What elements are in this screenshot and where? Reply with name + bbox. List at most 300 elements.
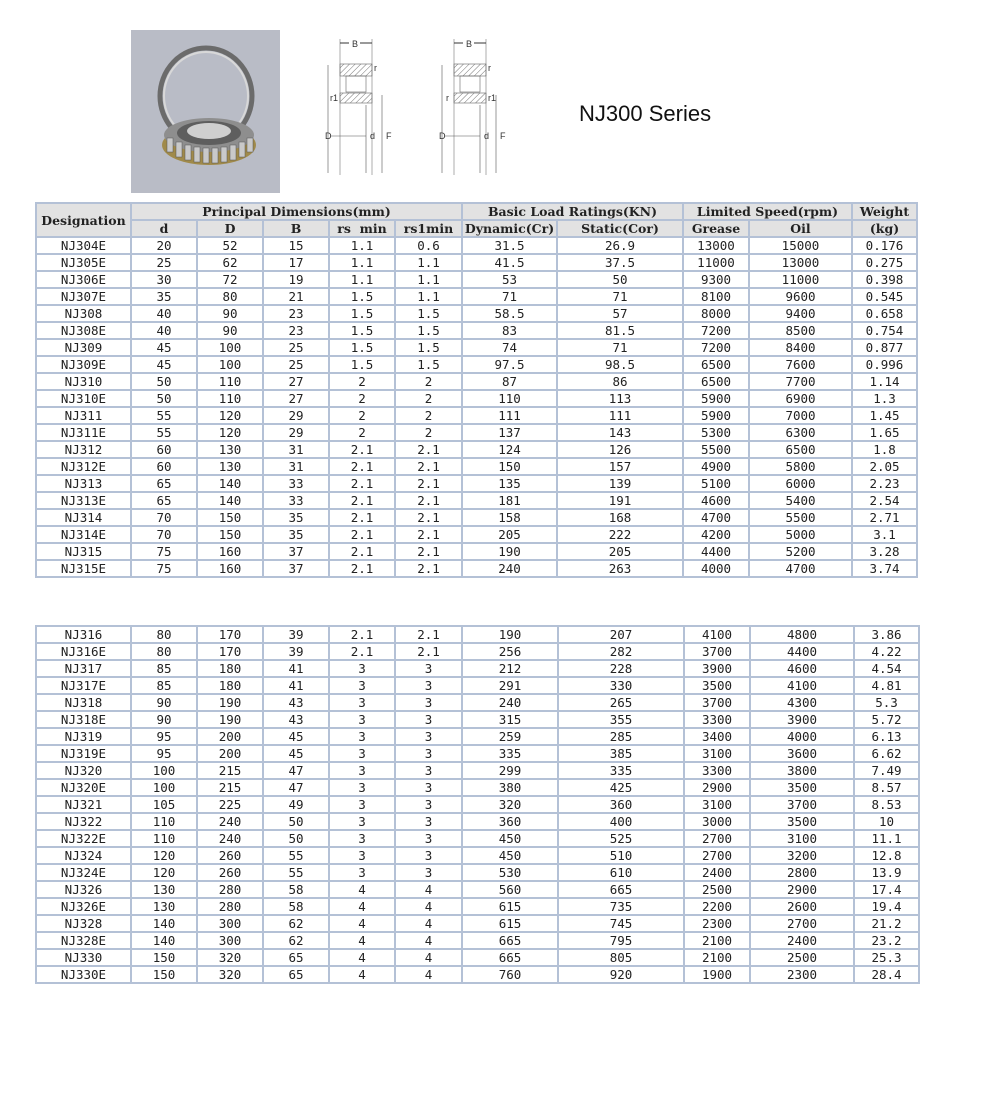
cell-B: 62 [263,915,329,932]
cell-static-cor: 168 [557,509,683,526]
cell-D: 140 [197,475,263,492]
cell-oil-speed: 3500 [750,813,854,830]
cell-B: 29 [263,407,329,424]
cell-grease-speed: 2500 [684,881,750,898]
cell-dynamic-cr: 450 [462,830,558,847]
cell-d: 20 [131,237,197,254]
table-row [36,677,919,694]
cell-rs1-min: 2 [395,390,462,407]
cell-weight: 0.398 [852,271,917,288]
cell-D: 140 [197,492,263,509]
bearing-cross-section-diagram-1 [316,35,396,175]
cell-oil-speed: 4300 [750,694,854,711]
cell-B: 37 [263,560,329,577]
svg-text:d: d [370,131,376,141]
cell-weight: 6.62 [854,745,919,762]
cell-grease-speed: 3900 [684,660,750,677]
table-body-upper [36,237,917,577]
cell-B: 41 [263,677,329,694]
cell-rs-min: 4 [329,915,395,932]
cell-weight: 3.86 [854,626,919,643]
cell-D: 62 [197,254,263,271]
cell-oil-speed: 13000 [749,254,852,271]
cell-designation: NJ322 [36,813,131,830]
cell-rs-min: 3 [329,694,395,711]
cell-static-cor: 98.5 [557,356,683,373]
cell-grease-speed: 3400 [684,728,750,745]
cell-rs-min: 1.5 [329,322,395,339]
cell-weight: 1.8 [852,441,917,458]
cell-B: 41 [263,660,329,677]
cell-grease-speed: 3100 [684,796,750,813]
cell-D: 215 [197,779,263,796]
cell-weight: 25.3 [854,949,919,966]
cell-oil-speed: 6500 [749,441,852,458]
cell-oil-speed: 5400 [749,492,852,509]
cell-rs1-min: 1.5 [395,356,462,373]
cell-static-cor: 126 [557,441,683,458]
cell-weight: 0.176 [852,237,917,254]
cell-dynamic-cr: 291 [462,677,558,694]
cell-rs1-min: 3 [395,813,462,830]
cell-rs-min: 4 [329,966,395,983]
cell-designation: NJ311 [36,407,131,424]
cell-D: 200 [197,745,263,762]
cell-designation: NJ330 [36,949,131,966]
svg-text:r: r [446,93,449,103]
table-row [36,390,917,407]
cell-dynamic-cr: 41.5 [462,254,557,271]
cell-dynamic-cr: 71 [462,288,557,305]
bearing-cross-section-diagram-2 [430,35,510,175]
cell-rs-min: 2 [329,407,395,424]
table-row [36,796,919,813]
cell-D: 130 [197,458,263,475]
cell-B: 49 [263,796,329,813]
cell-dynamic-cr: 74 [462,339,557,356]
cell-rs-min: 1.1 [329,254,395,271]
cell-B: 45 [263,728,329,745]
cell-B: 39 [263,643,329,660]
cell-rs-min: 2.1 [329,543,395,560]
cell-D: 110 [197,390,263,407]
cell-d: 85 [131,677,197,694]
cell-B: 27 [263,390,329,407]
cell-rs-min: 2 [329,373,395,390]
cell-static-cor: 143 [557,424,683,441]
cell-weight: 2.71 [852,509,917,526]
table-row [36,237,917,254]
cell-B: 17 [263,254,329,271]
cell-D: 240 [197,813,263,830]
cell-dynamic-cr: 150 [462,458,557,475]
cell-rs-min: 1.5 [329,339,395,356]
cell-D: 240 [197,830,263,847]
cell-oil-speed: 9400 [749,305,852,322]
table-row [36,626,919,643]
cell-B: 55 [263,864,329,881]
cell-oil-speed: 3600 [750,745,854,762]
subheader-B: B [263,220,329,237]
cell-grease-speed: 5300 [683,424,749,441]
cell-weight: 0.658 [852,305,917,322]
cell-static-cor: 265 [558,694,684,711]
cell-weight: 4.81 [854,677,919,694]
cell-rs-min: 3 [329,813,395,830]
cell-designation: NJ312E [36,458,131,475]
cell-grease-speed: 2700 [684,847,750,864]
table-row [36,762,919,779]
table-row [36,779,919,796]
table-row [36,424,917,441]
table-row [36,305,917,322]
cell-d: 70 [131,509,197,526]
cell-grease-speed: 2100 [684,949,750,966]
cell-static-cor: 81.5 [557,322,683,339]
svg-text:d: d [484,131,490,141]
svg-text:r: r [488,63,491,73]
cell-grease-speed: 3500 [684,677,750,694]
cell-static-cor: 111 [557,407,683,424]
cell-static-cor: 139 [557,475,683,492]
cell-static-cor: 805 [558,949,684,966]
cell-D: 300 [197,915,263,932]
cell-B: 31 [263,458,329,475]
cell-static-cor: 335 [558,762,684,779]
svg-text:r1: r1 [330,93,339,103]
cell-static-cor: 37.5 [557,254,683,271]
cell-weight: 10 [854,813,919,830]
cell-d: 65 [131,475,197,492]
cell-B: 43 [263,711,329,728]
cell-d: 80 [131,626,197,643]
cell-weight: 0.754 [852,322,917,339]
cell-weight: 4.54 [854,660,919,677]
cell-rs1-min: 2.1 [395,492,462,509]
cell-grease-speed: 4700 [683,509,749,526]
cell-designation: NJ315 [36,543,131,560]
cell-rs1-min: 2.1 [395,543,462,560]
cell-designation: NJ308 [36,305,131,322]
cell-grease-speed: 3100 [684,745,750,762]
cell-rs-min: 2.1 [329,475,395,492]
subheader-grease: Grease [683,220,749,237]
cell-oil-speed: 4100 [750,677,854,694]
cell-d: 105 [131,796,197,813]
cell-designation: NJ313 [36,475,131,492]
cell-d: 55 [131,424,197,441]
cell-B: 31 [263,441,329,458]
table-row [36,288,917,305]
cell-rs1-min: 1.1 [395,288,462,305]
cell-rs-min: 3 [329,864,395,881]
cell-weight: 6.13 [854,728,919,745]
cell-rs-min: 2.1 [329,560,395,577]
cell-rs1-min: 2.1 [395,643,462,660]
cell-rs1-min: 0.6 [395,237,462,254]
cell-grease-speed: 4900 [683,458,749,475]
cell-rs-min: 3 [329,711,395,728]
cell-B: 25 [263,356,329,373]
cell-weight: 2.05 [852,458,917,475]
cell-d: 70 [131,526,197,543]
cell-d: 110 [131,830,197,847]
cell-designation: NJ316 [36,626,131,643]
cell-oil-speed: 3100 [750,830,854,847]
cell-weight: 11.1 [854,830,919,847]
cell-d: 75 [131,560,197,577]
cell-D: 190 [197,694,263,711]
cell-rs1-min: 1.1 [395,254,462,271]
cell-B: 35 [263,509,329,526]
table-row [36,898,919,915]
cell-designation: NJ310E [36,390,131,407]
cell-oil-speed: 3200 [750,847,854,864]
cell-rs1-min: 3 [395,677,462,694]
cell-D: 180 [197,677,263,694]
cell-grease-speed: 3300 [684,762,750,779]
cell-designation: NJ319E [36,745,131,762]
table-row [36,728,919,745]
cell-designation: NJ328 [36,915,131,932]
cell-designation: NJ312 [36,441,131,458]
cell-dynamic-cr: 299 [462,762,558,779]
header-designation: Designation [36,203,131,237]
table-row [36,966,919,983]
cell-rs1-min: 4 [395,949,462,966]
cell-designation: NJ326E [36,898,131,915]
cell-dynamic-cr: 240 [462,694,558,711]
cell-d: 90 [131,711,197,728]
cell-designation: NJ308E [36,322,131,339]
cell-rs1-min: 2.1 [395,458,462,475]
cell-rs1-min: 4 [395,932,462,949]
cell-grease-speed: 4200 [683,526,749,543]
cell-designation: NJ306E [36,271,131,288]
table-row [36,932,919,949]
cell-rs-min: 2.1 [329,441,395,458]
cell-D: 72 [197,271,263,288]
cell-weight: 1.65 [852,424,917,441]
cell-grease-speed: 5900 [683,390,749,407]
cell-static-cor: 425 [558,779,684,796]
cell-grease-speed: 8000 [683,305,749,322]
cell-rs-min: 3 [329,660,395,677]
cell-static-cor: 191 [557,492,683,509]
cell-rs1-min: 1.5 [395,339,462,356]
table-row [36,560,917,577]
cell-designation: NJ307E [36,288,131,305]
cell-oil-speed: 2800 [750,864,854,881]
cell-B: 65 [263,949,329,966]
cell-dynamic-cr: 83 [462,322,557,339]
table-row [36,694,919,711]
cell-d: 95 [131,745,197,762]
table-row [36,509,917,526]
cell-designation: NJ319 [36,728,131,745]
svg-text:D: D [325,131,332,141]
cell-weight: 2.54 [852,492,917,509]
cell-oil-speed: 2500 [750,949,854,966]
cell-designation: NJ315E [36,560,131,577]
cell-rs1-min: 3 [395,728,462,745]
cell-designation: NJ326 [36,881,131,898]
cell-d: 65 [131,492,197,509]
cell-dynamic-cr: 315 [462,711,558,728]
cell-D: 320 [197,949,263,966]
cell-d: 80 [131,643,197,660]
cell-designation: NJ316E [36,643,131,660]
cell-designation: NJ320E [36,779,131,796]
cell-grease-speed: 3700 [684,694,750,711]
cell-D: 200 [197,728,263,745]
svg-text:F: F [500,131,506,141]
cell-static-cor: 745 [558,915,684,932]
cell-weight: 5.72 [854,711,919,728]
cell-d: 120 [131,847,197,864]
cell-static-cor: 285 [558,728,684,745]
cell-d: 150 [131,949,197,966]
cell-static-cor: 205 [557,543,683,560]
cell-B: 45 [263,745,329,762]
cell-weight: 23.2 [854,932,919,949]
cell-static-cor: 71 [557,288,683,305]
cell-rs1-min: 2 [395,373,462,390]
cell-oil-speed: 7600 [749,356,852,373]
cell-D: 160 [197,543,263,560]
cell-B: 43 [263,694,329,711]
cell-static-cor: 355 [558,711,684,728]
cell-static-cor: 263 [557,560,683,577]
subheader-static: Static(Cor) [557,220,683,237]
cell-d: 140 [131,932,197,949]
cell-rs-min: 3 [329,745,395,762]
svg-text:F: F [386,131,392,141]
cell-rs1-min: 2 [395,407,462,424]
bearing-image-icon [131,30,280,193]
cell-dynamic-cr: 665 [462,949,558,966]
cell-oil-speed: 11000 [749,271,852,288]
cell-D: 90 [197,322,263,339]
cell-B: 35 [263,526,329,543]
cell-grease-speed: 2400 [684,864,750,881]
cell-designation: NJ318E [36,711,131,728]
cell-dynamic-cr: 87 [462,373,557,390]
cell-dynamic-cr: 212 [462,660,558,677]
cell-d: 25 [131,254,197,271]
cell-dynamic-cr: 530 [462,864,558,881]
table-body-lower [36,626,919,983]
cell-B: 23 [263,305,329,322]
cell-dynamic-cr: 190 [462,543,557,560]
cell-D: 120 [197,407,263,424]
cell-rs-min: 3 [329,796,395,813]
cell-weight: 13.9 [854,864,919,881]
cell-dynamic-cr: 760 [462,966,558,983]
cell-weight: 3.28 [852,543,917,560]
page-title: NJ300 Series [579,101,712,126]
cell-grease-speed: 4100 [684,626,750,643]
cell-grease-speed: 2300 [684,915,750,932]
cell-designation: NJ305E [36,254,131,271]
cell-dynamic-cr: 110 [462,390,557,407]
cell-B: 33 [263,492,329,509]
cell-designation: NJ317E [36,677,131,694]
cell-weight: 3.1 [852,526,917,543]
table-row [36,543,917,560]
cell-oil-speed: 5000 [749,526,852,543]
cell-rs1-min: 2.1 [395,526,462,543]
cell-grease-speed: 2100 [684,932,750,949]
cell-rs1-min: 3 [395,847,462,864]
cell-dynamic-cr: 450 [462,847,558,864]
cell-d: 50 [131,390,197,407]
cell-weight: 5.3 [854,694,919,711]
cell-static-cor: 50 [557,271,683,288]
header-principal-dimensions: Principal Dimensions(mm) [131,203,462,220]
cell-rs-min: 2 [329,424,395,441]
cell-rs1-min: 2.1 [395,560,462,577]
cell-B: 58 [263,881,329,898]
cell-dynamic-cr: 135 [462,475,557,492]
cell-oil-speed: 3800 [750,762,854,779]
cell-rs-min: 2.1 [329,492,395,509]
cell-B: 62 [263,932,329,949]
header-weight: Weight [852,203,917,220]
cell-rs1-min: 3 [395,762,462,779]
cell-static-cor: 400 [558,813,684,830]
cell-grease-speed: 13000 [683,237,749,254]
cell-oil-speed: 2600 [750,898,854,915]
subheader-D: D [197,220,263,237]
cell-rs1-min: 3 [395,830,462,847]
cell-oil-speed: 7700 [749,373,852,390]
cell-dynamic-cr: 190 [462,626,558,643]
cell-rs-min: 1.1 [329,271,395,288]
cell-dynamic-cr: 615 [462,898,558,915]
cell-static-cor: 207 [558,626,684,643]
cell-static-cor: 222 [557,526,683,543]
cell-rs1-min: 3 [395,711,462,728]
cell-grease-speed: 3000 [684,813,750,830]
cell-oil-speed: 5500 [749,509,852,526]
cell-rs-min: 2.1 [329,509,395,526]
table-row [36,643,919,660]
cell-grease-speed: 1900 [684,966,750,983]
header-limited-speed: Limited Speed(rpm) [683,203,852,220]
cell-B: 19 [263,271,329,288]
cell-grease-speed: 2700 [684,830,750,847]
cell-B: 39 [263,626,329,643]
cell-oil-speed: 8400 [749,339,852,356]
cell-D: 260 [197,847,263,864]
cell-d: 45 [131,339,197,356]
cell-weight: 8.57 [854,779,919,796]
cell-oil-speed: 2400 [750,932,854,949]
cell-designation: NJ304E [36,237,131,254]
table-row [36,813,919,830]
cell-D: 190 [197,711,263,728]
subheader-rs1-min: rs1min [395,220,462,237]
cell-rs-min: 3 [329,728,395,745]
cell-static-cor: 57 [557,305,683,322]
cell-rs-min: 1.1 [329,237,395,254]
bearing-photo [131,30,280,193]
cell-grease-speed: 7200 [683,339,749,356]
table-row [36,492,917,509]
cell-static-cor: 385 [558,745,684,762]
cell-grease-speed: 3700 [684,643,750,660]
